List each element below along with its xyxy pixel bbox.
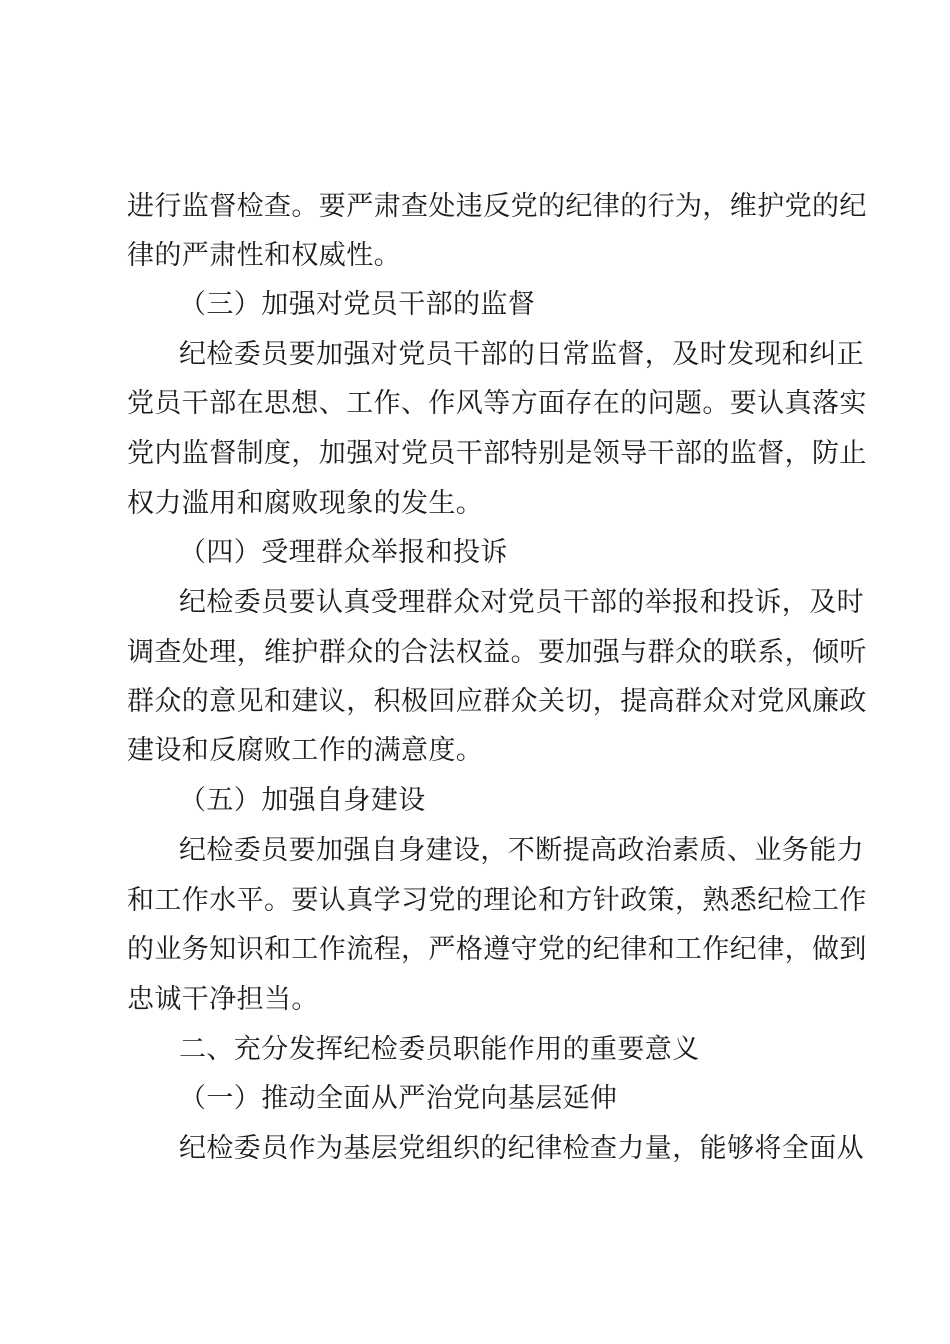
paragraph-line: 建设和反腐败工作的满意度。 [127, 735, 484, 766]
paragraph-line: 忠诚干净担当。 [127, 984, 319, 1015]
paragraph-line: 纪检委员要认真受理群众对党员干部的举报和投诉，及时 [179, 587, 864, 618]
paragraph-line: 和工作水平。要认真学习党的理论和方针政策，熟悉纪检工作 [127, 885, 867, 916]
paragraph-line: 纪检委员作为基层党组织的纪律检查力量，能够将全面从 [179, 1133, 864, 1164]
section-heading: （一）推动全面从严治党向基层延伸 [179, 1083, 618, 1114]
paragraph-line: 纪检委员要加强对党员干部的日常监督，及时发现和纠正 [179, 339, 864, 370]
paragraph-line: 进行监督检查。要严肃查处违反党的纪律的行为，维护党的纪 [127, 191, 867, 222]
paragraph-line: 调查处理，维护群众的合法权益。要加强与群众的联系，倾听 [127, 637, 867, 668]
section-heading: （三）加强对党员干部的监督 [179, 289, 536, 320]
paragraph-line: 律的严肃性和权威性。 [127, 240, 401, 271]
section-heading: （四）受理群众举报和投诉 [179, 537, 508, 568]
paragraph-line: 党内监督制度，加强对党员干部特别是领导干部的监督，防止 [127, 438, 867, 469]
paragraph-line: 纪检委员要加强自身建设，不断提高政治素质、业务能力 [179, 835, 864, 866]
paragraph-line: 群众的意见和建议，积极回应群众关切，提高群众对党风廉政 [127, 686, 867, 717]
chapter-heading: 二、充分发挥纪检委员职能作用的重要意义 [179, 1034, 700, 1065]
section-heading: （五）加强自身建设 [179, 785, 426, 816]
paragraph-line: 党员干部在思想、工作、作风等方面存在的问题。要认真落实 [127, 388, 867, 419]
paragraph-line: 权力滥用和腐败现象的发生。 [127, 488, 484, 519]
paragraph-line: 的业务知识和工作流程，严格遵守党的纪律和工作纪律，做到 [127, 934, 867, 965]
